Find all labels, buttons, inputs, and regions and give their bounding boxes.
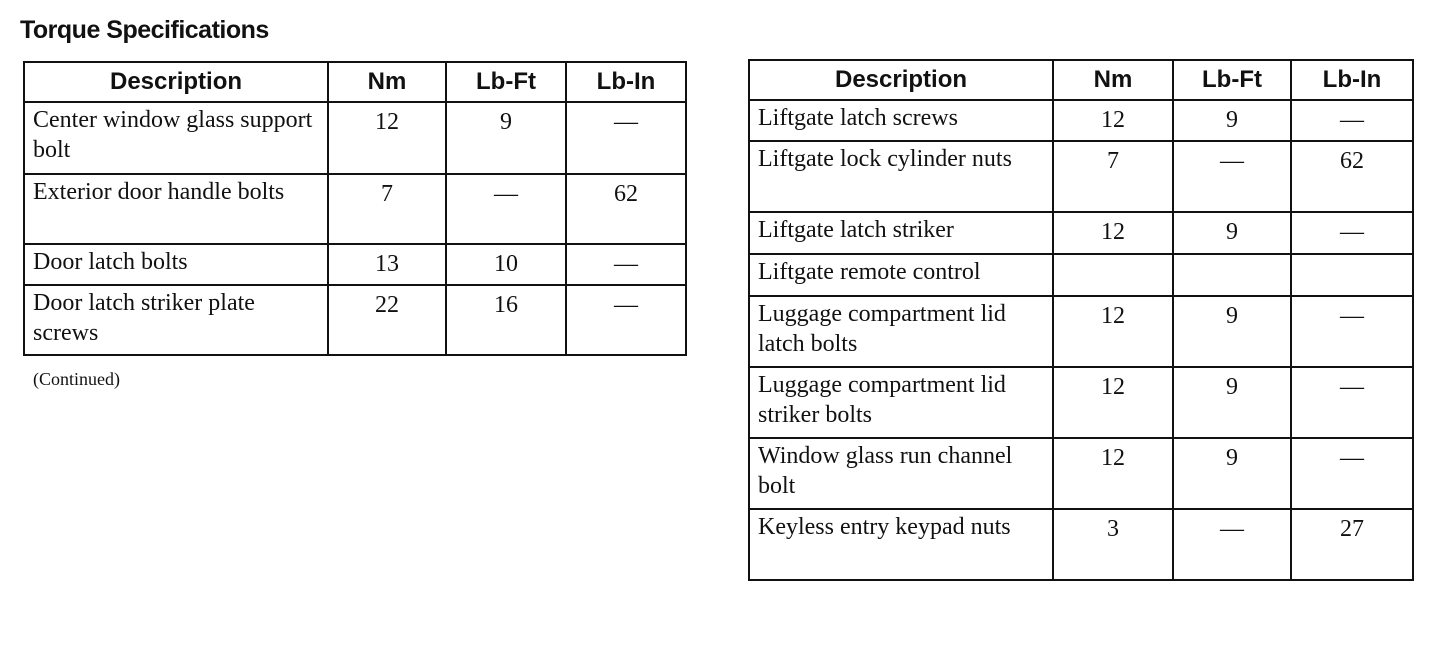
cell-lbft: 9 <box>1173 296 1291 367</box>
cell-nm: 13 <box>328 244 446 285</box>
cell-description: Luggage compartment lid striker bolts <box>749 367 1053 438</box>
header-lbin: Lb-In <box>1291 60 1413 100</box>
cell-lbin: — <box>566 244 686 285</box>
cell-lbft <box>1173 254 1291 296</box>
cell-description: Liftgate latch screws <box>749 100 1053 141</box>
table-row <box>749 254 1413 296</box>
cell-lbft: 9 <box>1173 367 1291 438</box>
cell-lbin: — <box>566 102 686 174</box>
cell-lbft: — <box>446 174 566 244</box>
cell-lbin: — <box>1291 100 1413 141</box>
cell-nm: 12 <box>1053 296 1173 367</box>
cell-description: Liftgate latch striker <box>749 212 1053 254</box>
cell-lbin: 27 <box>1291 509 1413 580</box>
cell-description: Liftgate lock cylinder nuts <box>749 141 1053 212</box>
cell-nm: 3 <box>1053 509 1173 580</box>
cell-lbin: — <box>1291 212 1413 254</box>
cell-lbin: — <box>566 285 686 355</box>
cell-nm: 12 <box>1053 367 1173 438</box>
torque-table-left <box>23 61 687 356</box>
cell-description: Keyless entry keypad nuts <box>749 509 1053 580</box>
table-row <box>749 367 1413 438</box>
cell-lbin: 62 <box>1291 141 1413 212</box>
cell-description: Exterior door handle bolts <box>24 174 328 244</box>
cell-nm: 22 <box>328 285 446 355</box>
cell-lbin: 62 <box>566 174 686 244</box>
continued-note: (Continued) <box>33 369 120 389</box>
cell-description: Door latch bolts <box>24 244 328 285</box>
table-row <box>749 212 1413 254</box>
cell-nm: 7 <box>328 174 446 244</box>
table-row <box>749 509 1413 580</box>
table-row <box>24 244 686 285</box>
cell-lbft: 9 <box>446 102 566 174</box>
cell-description: Window glass run channel bolt <box>749 438 1053 509</box>
header-lbin: Lb-In <box>566 62 686 102</box>
cell-lbin: — <box>1291 438 1413 509</box>
table-row <box>24 102 686 174</box>
cell-description: Center window glass support bolt <box>24 102 328 174</box>
cell-lbin <box>1291 254 1413 296</box>
cell-nm: 7 <box>1053 141 1173 212</box>
page-title: Torque Specifications <box>20 16 269 44</box>
table-row <box>749 141 1413 212</box>
header-nm: Nm <box>1053 60 1173 100</box>
torque-table-right <box>748 59 1414 581</box>
table-row <box>749 438 1413 509</box>
cell-nm: 12 <box>1053 438 1173 509</box>
header-lbft: Lb-Ft <box>446 62 566 102</box>
cell-nm: 12 <box>1053 100 1173 141</box>
cell-description: Liftgate remote control <box>749 254 1053 296</box>
cell-nm: 12 <box>328 102 446 174</box>
header-nm: Nm <box>328 62 446 102</box>
cell-description: Luggage compartment lid latch bolts <box>749 296 1053 367</box>
table-row <box>24 174 686 244</box>
header-lbft: Lb-Ft <box>1173 60 1291 100</box>
cell-lbft: 9 <box>1173 438 1291 509</box>
cell-lbft: 16 <box>446 285 566 355</box>
cell-lbin: — <box>1291 296 1413 367</box>
table-row <box>749 296 1413 367</box>
cell-nm <box>1053 254 1173 296</box>
cell-lbft: 10 <box>446 244 566 285</box>
cell-lbft: — <box>1173 509 1291 580</box>
table-row <box>749 100 1413 141</box>
table-header-row <box>749 60 1413 100</box>
header-description: Description <box>749 60 1053 100</box>
header-description: Description <box>24 62 328 102</box>
table-header-row <box>24 62 686 102</box>
cell-lbft: — <box>1173 141 1291 212</box>
cell-nm: 12 <box>1053 212 1173 254</box>
cell-description: Door latch striker plate screws <box>24 285 328 355</box>
cell-lbin: — <box>1291 367 1413 438</box>
table-row <box>24 285 686 355</box>
cell-lbft: 9 <box>1173 212 1291 254</box>
cell-lbft: 9 <box>1173 100 1291 141</box>
